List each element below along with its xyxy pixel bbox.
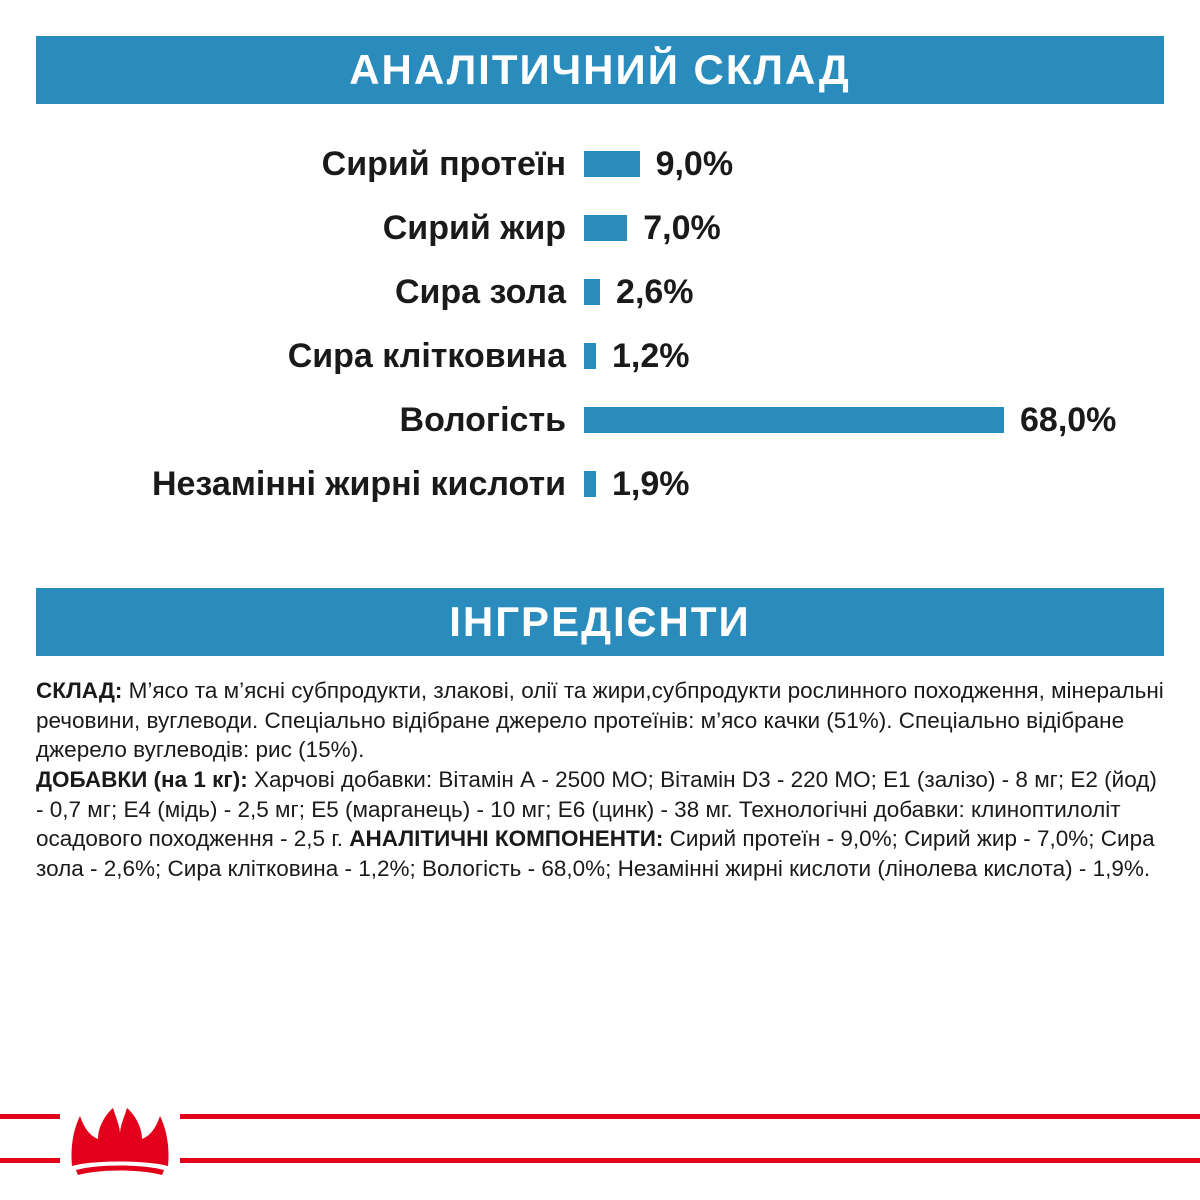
chart-bar (584, 151, 640, 177)
ingredients-body-text (36, 676, 1164, 884)
chart-bar-wrapper (584, 196, 1164, 260)
chart-row-label: Сира клітковина (287, 337, 566, 375)
chart-row (36, 388, 1164, 452)
chart-row (36, 196, 1164, 260)
footer-rule-bottom (0, 1158, 1200, 1163)
chart-bar (584, 471, 596, 497)
ingredients-header (36, 588, 1164, 656)
chart-row-label: Сира зола (394, 273, 566, 311)
brand-logo (60, 1096, 180, 1186)
chart-row-label: Сирий жир (382, 209, 566, 247)
chart-value-label: 9,0% (655, 145, 734, 183)
chart-bar-wrapper (584, 324, 1164, 388)
additives-label: ДОБАВКИ (на 1 кг): (36, 767, 248, 793)
chart-value-label: 2,6% (616, 273, 694, 311)
chart-value-label: 1,2% (612, 337, 690, 375)
chart-bar-wrapper (584, 132, 1164, 196)
composition-label: СКЛАД: (36, 678, 123, 703)
footer-brand-rules (0, 1096, 1200, 1186)
analytical-components-text: Сирий протеїн - 9,0%; Сирий жир - 7,0%; Сира зола - 2,6%; Сира клітковина - 1,2%; Вологість - 68,0%; Незамінні жирні кислоти (лінолева кислота) - 1,9%. (36, 826, 1155, 882)
analytical-composition-title: АНАЛІТИЧНИЙ СКЛАД (349, 46, 851, 93)
analytical-composition-header (36, 36, 1164, 104)
chart-row (36, 132, 1164, 196)
chart-value-label: 7,0% (643, 209, 721, 247)
analytical-composition-chart (36, 132, 1164, 562)
ingredients-title: ІНГРЕДІЄНТИ (449, 598, 751, 645)
chart-bar (584, 343, 596, 369)
chart-row (36, 260, 1164, 324)
chart-row (36, 324, 1164, 388)
additives-text: Харчові добавки: Вітамін А - 2500 МО; Вітамін D3 - 220 МО; Е1 (залізо) - 8 мг; Е2 (йод) - 0,7 мг; Е4 (мідь) - 2,5 мг; Е5 (марганець) - 10 мг; Е6 (цинк) - 38 мг. Технологічні добавки: клиноптилоліт осадового походження - 2,5 г. (36, 767, 1157, 852)
chart-bar (584, 279, 600, 305)
chart-row-label: Вологість (399, 401, 566, 439)
chart-bar (584, 215, 627, 241)
royal-canin-crown-icon (68, 1106, 172, 1176)
chart-bar (584, 407, 1004, 433)
chart-bar-wrapper (584, 388, 1164, 452)
chart-bar-wrapper (584, 260, 1164, 324)
analytical-components-label: АНАЛІТИЧНІ КОМПОНЕНТИ: (349, 826, 664, 852)
footer-rule-top (0, 1114, 1200, 1119)
composition-text: М’ясо та м’ясні субпродукти, злакові, олії та жири,субпродукти рослинного походження, мінеральні речовини, вуглеводи. Спеціально відібране джерело протеїнів: м’ясо качки (51%). Спеціально відібране джерело вуглеводів: рис (15%). (36, 678, 1164, 763)
chart-row-label: Сирий протеїн (321, 145, 566, 183)
chart-row (36, 452, 1164, 516)
chart-row-label: Незамінні жирні кислоти (151, 465, 566, 503)
chart-value-label: 1,9% (612, 465, 690, 503)
chart-value-label: 68,0% (1020, 401, 1117, 439)
chart-bar-wrapper (584, 452, 1164, 516)
